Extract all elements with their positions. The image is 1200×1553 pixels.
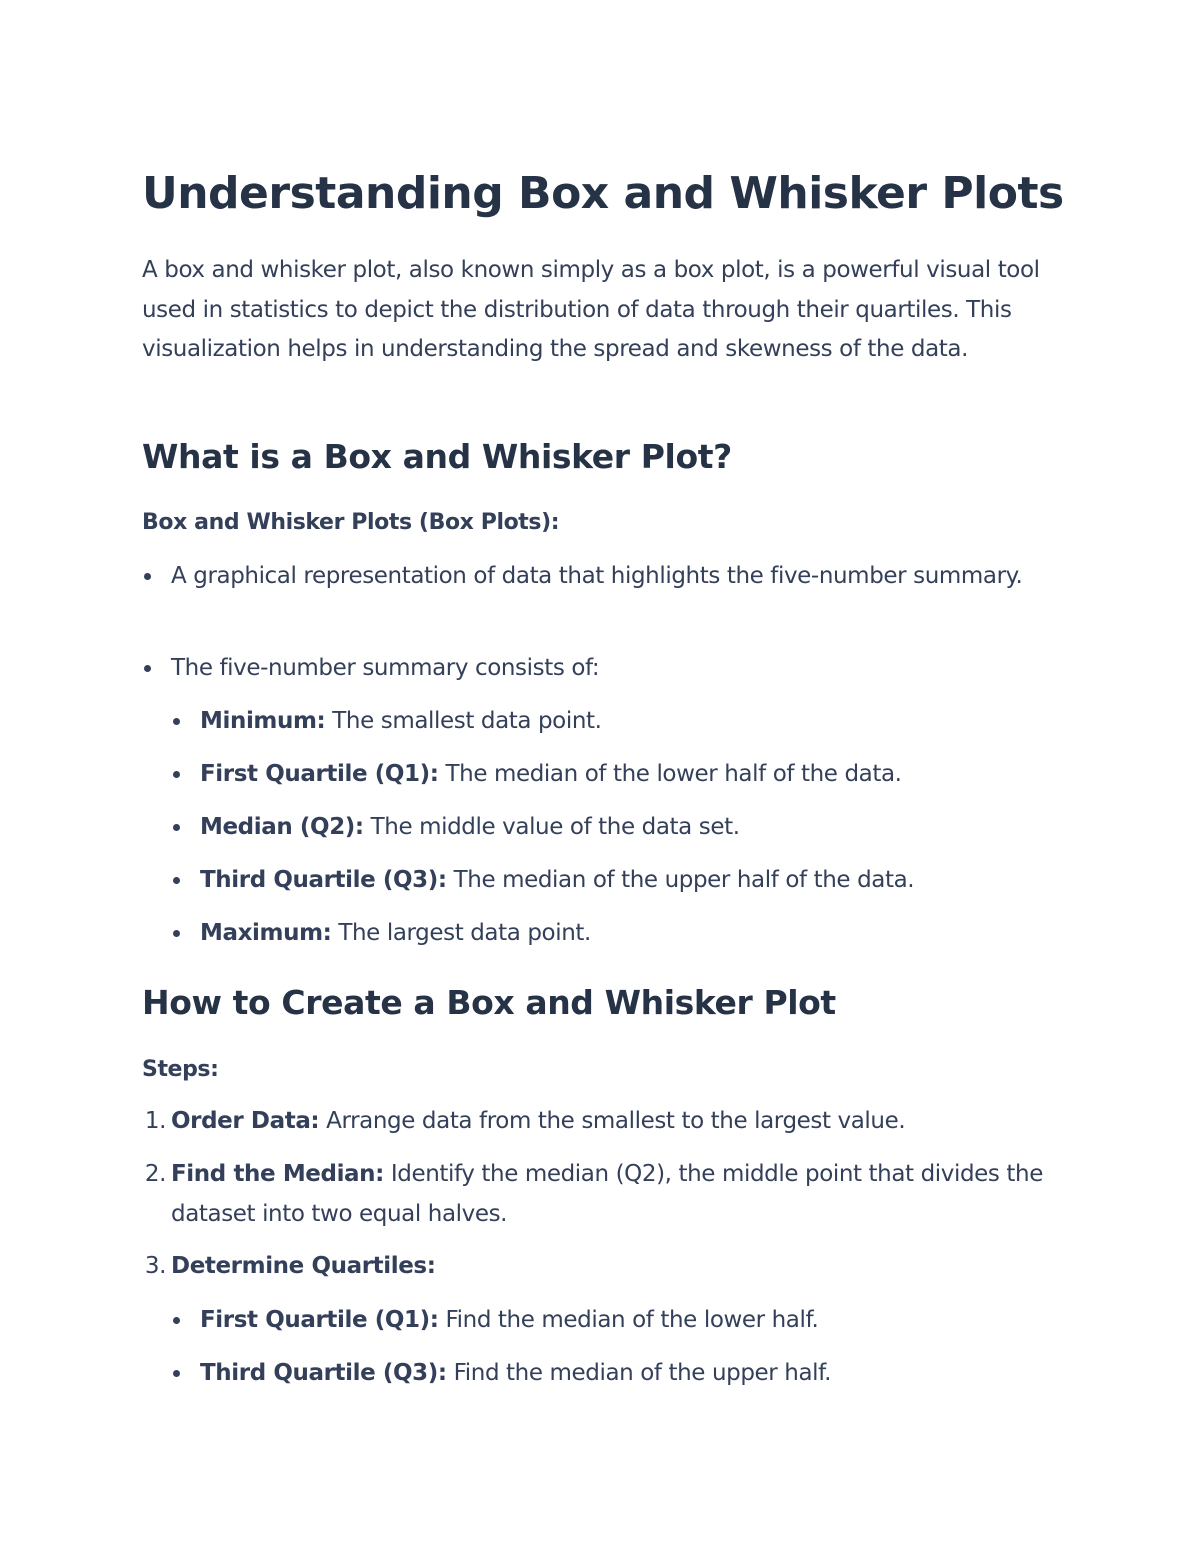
- step-number: 1.: [144, 1108, 166, 1134]
- desc-order-data: Arrange data from the smallest to the largest value.: [319, 1108, 906, 1134]
- term-find-median: Find the Median:: [171, 1161, 384, 1187]
- desc-median: The middle value of the data set.: [363, 814, 740, 840]
- term-determine-quartiles: Determine Quartiles:: [171, 1253, 436, 1279]
- step-number: 2.: [144, 1161, 166, 1187]
- section-heading-how-to: How to Create a Box and Whisker Plot: [142, 983, 836, 1022]
- list-item: The five-number summary consists of:: [171, 655, 600, 681]
- list-item: [171, 1155, 1071, 1234]
- bullet-dot: [173, 824, 180, 831]
- term-median: Median (Q2):: [200, 814, 364, 840]
- term-q1: First Quartile (Q1):: [200, 761, 439, 787]
- list-item: [200, 702, 1070, 742]
- intro-paragraph: A box and whisker plot, also known simply as a box plot, is a powerful visual tool used in statistics to depict the distribution of data through their quartiles. This visualization helps in understanding the spread and skewness of the data.: [142, 257, 1040, 362]
- desc-find-median: Identify the median (Q2), the middle point that divides the dataset into two equal halves.: [171, 1161, 1043, 1227]
- bullet-dot: [173, 1370, 180, 1377]
- list-item: [200, 808, 1070, 848]
- list-item: [200, 914, 1070, 954]
- term-q3: Third Quartile (Q3):: [200, 867, 447, 893]
- list-item: [200, 1301, 1070, 1341]
- bullet-dot: [173, 877, 180, 884]
- desc-sub-q3: Find the median of the upper half.: [446, 1360, 832, 1386]
- list-item: [200, 861, 1070, 901]
- bullet-dot: [173, 930, 180, 937]
- bullet-dot: [144, 665, 151, 672]
- definition-label: Box and Whisker Plots (Box Plots):: [142, 510, 560, 535]
- bullet-dot: [173, 771, 180, 778]
- list-item: [200, 1354, 1070, 1394]
- desc-sub-q1: Find the median of the lower half.: [438, 1307, 819, 1333]
- steps-label: Steps:: [142, 1057, 219, 1082]
- step-number: 3.: [144, 1253, 166, 1279]
- bullet-dot: [173, 1317, 180, 1324]
- term-sub-q3: Third Quartile (Q3):: [200, 1360, 447, 1386]
- desc-maximum: The largest data point.: [331, 920, 591, 946]
- desc-q3: The median of the upper half of the data.: [446, 867, 915, 893]
- desc-q1: The median of the lower half of the data.: [438, 761, 902, 787]
- term-maximum: Maximum:: [200, 920, 332, 946]
- term-minimum: Minimum:: [200, 708, 326, 734]
- list-item: [171, 1247, 1071, 1287]
- bullet-dot: [144, 573, 151, 580]
- bullet-dot: [173, 718, 180, 725]
- list-item: [200, 755, 1070, 795]
- list-item: A graphical representation of data that highlights the five-number summary.: [171, 563, 1023, 589]
- page-title: Understanding Box and Whisker Plots: [142, 168, 1064, 219]
- term-sub-q1: First Quartile (Q1):: [200, 1307, 439, 1333]
- section-heading-what-is: What is a Box and Whisker Plot?: [142, 437, 732, 476]
- term-order-data: Order Data:: [171, 1108, 320, 1134]
- list-item: [171, 1102, 1071, 1142]
- desc-minimum: The smallest data point.: [325, 708, 602, 734]
